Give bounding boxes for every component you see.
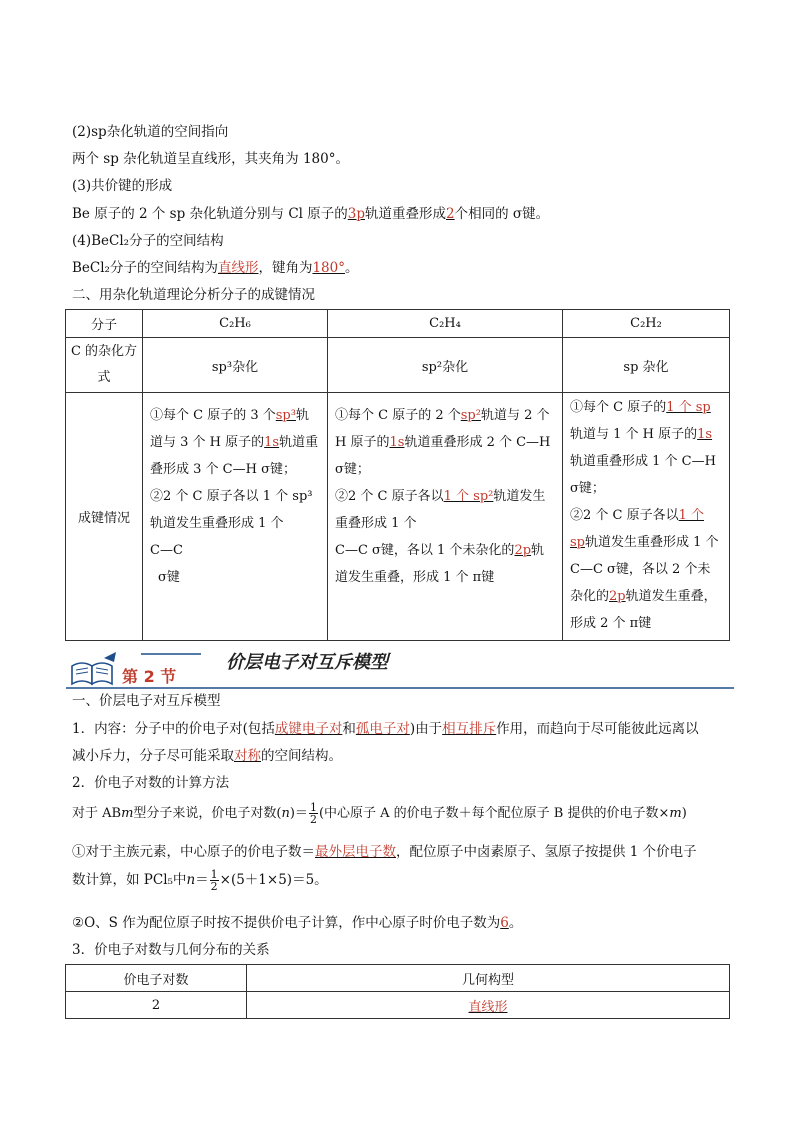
- answer-blank: 孤电子对: [355, 721, 410, 737]
- table-header: C₂H₆: [143, 310, 328, 338]
- formula-line: 对于 ABm型分子来说，价电子对数(n)＝ $\frac{1}{2}$ (中心原子 A 的价电子数＋每个配位原子 B 提供的价电子数×m): [72, 801, 687, 826]
- text-line: ②O、S 作为配位原子时按不提供价电子计算，作中心原子时价电子数为6。: [72, 915, 523, 931]
- answer-blank: 2p: [609, 589, 626, 604]
- table-cell: ①每个 C 原子的1 个 sp轨道与 1 个 H 原子的1s轨道重叠形成 1 个 C—H σ键； ②2 个 C 原子各以1 个 sp轨道发生重叠形成 1 个 C—C σ键，各以 2 个未杂化的2p轨道发生重叠，形成 2 个 π键: [563, 393, 730, 641]
- answer-blank: 相互排斥: [442, 721, 497, 737]
- table-cell: ①每个 C 原子的 2 个sp²轨道与 2 个 H 原子的1s轨道重叠形成 2 个 C—H σ键； ②2 个 C 原子各以1 个 sp²轨道发生重叠形成 1 个 C—C σ键，各以 1 个未杂化的2p轨道发生重叠，形成 1 个 π键: [328, 393, 563, 641]
- answer-blank: 180°: [312, 260, 345, 276]
- section-heading: 二、用杂化轨道理论分析分子的成键情况: [72, 287, 315, 303]
- geometry-table: [65, 964, 730, 1019]
- table-cell: 2: [66, 992, 247, 1019]
- text-line: 1．内容：分子中的价电子对(包括成键电子对和孤电子对)由于相互排斥作用，而趋向于尽可能彼此远离以: [72, 721, 699, 737]
- answer-blank: 1s: [697, 427, 713, 442]
- table-cell: C 的杂化方式: [66, 338, 143, 393]
- answer-blank: 6: [500, 915, 509, 931]
- table-cell: [247, 992, 730, 1019]
- text-line: (3)共价键的形成: [72, 178, 173, 194]
- table-cell: sp 杂化: [563, 338, 730, 393]
- fraction-half: $\frac{1}{2}$: [210, 868, 218, 893]
- answer-blank: 2p: [514, 543, 532, 558]
- answer-blank: 最外层电子数: [315, 844, 396, 860]
- table-header: 价电子对数: [66, 965, 247, 992]
- table-header: 几何构型: [247, 965, 730, 992]
- text-line: 2．价电子对数的计算方法: [72, 775, 230, 791]
- answer-blank: sp³: [275, 408, 296, 423]
- fraction-half: $\frac{1}{2}$: [309, 801, 317, 826]
- text-line: 两个 sp 杂化轨道呈直线形，其夹角为 180°。: [72, 151, 349, 167]
- table-cell: 成键情况: [66, 393, 143, 641]
- answer-blank: 2: [446, 206, 455, 222]
- answer-blank: 1 个 sp: [570, 508, 705, 550]
- answer-blank: 1 个 sp²: [443, 489, 494, 504]
- answer-blank: 直线形: [468, 999, 508, 1015]
- answer-blank: sp²: [460, 408, 481, 423]
- section-banner: [66, 642, 736, 692]
- answer-blank: 成键电子对: [274, 721, 343, 737]
- text-line: ①对于主族元素，中心原子的价电子数＝最外层电子数，配位原子中卤素原子、氢原子按提供 1 个价电子: [72, 844, 697, 860]
- section-number: 第 2 节: [122, 667, 177, 686]
- formula-line: 数计算，如 PCl₅中n＝ $\frac{1}{2}$ ×(5＋1×5)＝5。: [72, 868, 328, 893]
- section-title: 价层电子对互斥模型: [226, 652, 388, 673]
- table-header: C₂H₄: [328, 310, 563, 338]
- text-line: (2)sp杂化轨道的空间指向: [72, 124, 229, 140]
- table-cell: ①每个 C 原子的 3 个sp³轨道与 3 个 H 原子的1s轨道重叠形成 3 个 C—H σ键； ②2 个 C 原子各以 1 个 sp³ 轨道发生重叠形成 1 个 C—C σ键: [143, 393, 328, 641]
- text-line: 3．价电子对数与几何分布的关系: [72, 942, 270, 958]
- table-header: 分子: [66, 310, 143, 338]
- answer-blank: 对称: [234, 748, 261, 764]
- hybridization-table: [65, 309, 730, 641]
- answer-blank: 3p: [347, 206, 365, 222]
- answer-blank: 1s: [264, 435, 280, 450]
- table-header: C₂H₂: [563, 310, 730, 338]
- answer-blank: 1 个 sp: [666, 400, 711, 415]
- text-line: (4)BeCl₂分子的空间结构: [72, 233, 224, 249]
- answer-blank: 直线形: [217, 260, 259, 276]
- table-cell: sp³杂化: [143, 338, 328, 393]
- text-line: BeCl₂分子的空间结构为直线形，键角为180°。: [72, 260, 359, 276]
- answer-blank: 1s: [389, 435, 405, 450]
- table-cell: sp²杂化: [328, 338, 563, 393]
- section-heading: 一、价层电子对互斥模型: [72, 693, 221, 709]
- text-line: Be 原子的 2 个 sp 杂化轨道分别与 Cl 原子的3p轨道重叠形成2个相同的 σ键。: [72, 206, 550, 222]
- text-line: 减小斥力，分子尽可能采取对称的空间结构。: [72, 748, 342, 764]
